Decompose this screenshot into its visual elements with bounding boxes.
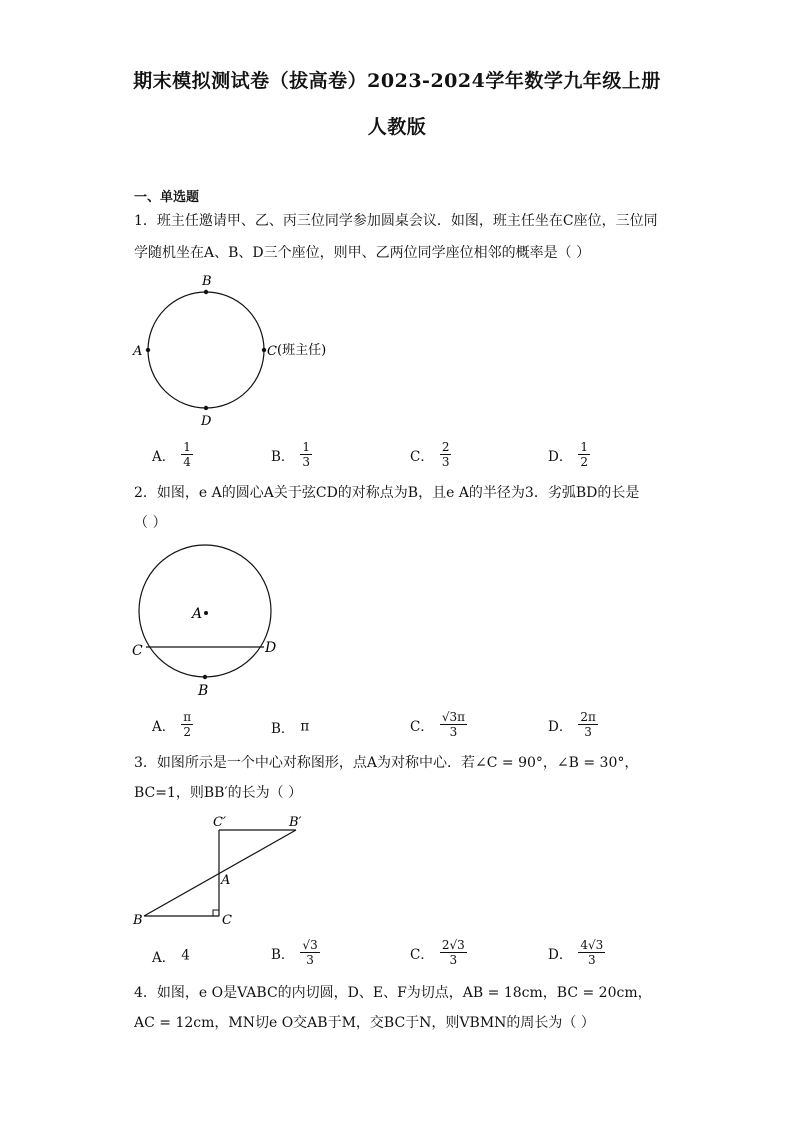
q1-label-c: C xyxy=(267,344,277,359)
q1-label-a: A xyxy=(133,344,143,359)
q1-option-a-num: 1 xyxy=(183,440,191,454)
q1-option-a-fraction xyxy=(181,440,193,469)
q3-symmetric-figure xyxy=(126,812,326,932)
q4-text-line1: 4．如图，e O是VABC的内切圆，D、E、F为切点，AB = 18cm，BC = 20cm， xyxy=(134,985,652,1001)
q2-option-d-fraction xyxy=(578,710,598,739)
q3-option-b-fraction xyxy=(300,938,319,967)
q3-option-d-den: 3 xyxy=(587,953,596,967)
q2-text-line2: （ ） xyxy=(134,515,167,531)
q1-option-d-label: D． xyxy=(548,448,573,465)
q2-label-b: B xyxy=(198,683,209,699)
q2-label-a: A xyxy=(192,606,203,622)
q1-option-b-num: 1 xyxy=(302,440,311,454)
q2-option-b-label: B． xyxy=(271,721,295,737)
q2-option-d-den: 3 xyxy=(584,725,592,739)
q1-option-c-fraction xyxy=(440,440,452,469)
q2-label-d: D xyxy=(265,640,277,656)
q2-option-a-den: 2 xyxy=(183,725,192,739)
q3-text-line2: BC=1，则BB′的长为（ ） xyxy=(134,785,303,801)
q2-option-a[interactable] xyxy=(152,710,193,739)
q1-option-c-label: C． xyxy=(410,448,434,465)
q2-option-a-num: π xyxy=(183,710,192,724)
q3-segment-b-bp xyxy=(144,830,296,916)
q1-point-d xyxy=(204,406,208,410)
q3-label-bp: B′ xyxy=(289,815,302,830)
q2-option-d[interactable] xyxy=(548,710,598,739)
q1-option-b[interactable] xyxy=(271,440,312,469)
q1-point-b xyxy=(204,290,208,294)
q2-circle xyxy=(139,545,271,677)
q2-option-d-label: D． xyxy=(548,718,573,735)
q1-option-c-num: 2 xyxy=(441,440,450,454)
q2-option-b[interactable] xyxy=(271,717,309,737)
q2-option-a-fraction xyxy=(181,710,193,739)
q1-text-line1: 1．班主任邀请甲、乙、丙三位同学参加圆桌会议．如图，班主任坐在C座位，三位同 xyxy=(134,213,658,229)
q3-label-a: A xyxy=(221,873,231,888)
q3-option-c[interactable] xyxy=(410,938,467,967)
q3-option-c-num: 2√3 xyxy=(441,938,465,952)
exam-title-line2: 人教版 xyxy=(367,116,427,138)
q2-option-c[interactable] xyxy=(410,710,467,739)
q1-option-c-den: 3 xyxy=(441,455,450,469)
q2-option-c-label: C． xyxy=(410,718,434,735)
q3-option-b-den: 3 xyxy=(306,953,314,967)
q1-label-b: B xyxy=(202,274,212,289)
q3-option-d-label: D． xyxy=(548,946,573,963)
q1-label-d: D xyxy=(201,414,212,429)
q3-option-c-fraction xyxy=(440,938,467,967)
q2-option-d-num: 2π xyxy=(580,710,596,724)
q3-option-b[interactable] xyxy=(271,938,320,967)
q3-label-c: C xyxy=(222,913,232,928)
q2-option-c-num: √3π xyxy=(441,710,466,724)
q1-text-line2: 学随机坐在A、B、D三个座位，则甲、乙两位同学座位相邻的概率是（ ） xyxy=(134,245,591,261)
q1-circle xyxy=(148,292,264,408)
q1-option-b-den: 3 xyxy=(302,455,311,469)
q3-option-a-label: A． xyxy=(152,950,176,966)
q3-option-a-value: 4 xyxy=(181,947,190,964)
q3-option-d-fraction xyxy=(578,938,605,967)
q1-option-a-label: A． xyxy=(152,448,176,465)
q2-option-a-label: A． xyxy=(152,718,176,735)
q3-text-line1: 3．如图所示是一个中心对称图形，点A为对称中心．若∠C = 90°，∠B = 30°， xyxy=(134,755,639,771)
q3-right-angle-mark xyxy=(213,910,219,916)
q1-option-b-label: B． xyxy=(271,448,295,465)
q3-option-a[interactable] xyxy=(152,946,190,966)
q2-option-b-value: π xyxy=(300,718,310,735)
q1-point-a xyxy=(146,348,150,352)
q1-option-b-fraction xyxy=(300,440,312,469)
q3-option-c-den: 3 xyxy=(449,953,458,967)
q3-option-c-label: C． xyxy=(410,946,434,963)
q1-option-d-den: 2 xyxy=(580,455,588,469)
q1-option-a[interactable] xyxy=(152,440,193,469)
q2-label-c: C xyxy=(132,643,143,659)
q3-label-cp: C′ xyxy=(213,815,226,830)
q3-option-b-num: √3 xyxy=(302,938,318,952)
q1-label-teacher: (班主任) xyxy=(277,343,327,358)
q3-option-b-label: B． xyxy=(271,946,295,963)
exam-title-line1: 期末模拟测试卷（拔高卷）2023-2024学年数学九年级上册 xyxy=(133,70,661,92)
q2-point-b xyxy=(203,675,207,679)
q1-option-d-fraction xyxy=(578,440,590,469)
q1-option-a-den: 4 xyxy=(183,455,191,469)
q3-option-d[interactable] xyxy=(548,938,605,967)
q1-option-c[interactable] xyxy=(410,440,451,469)
q1-option-d-num: 1 xyxy=(580,440,588,454)
q2-center-a xyxy=(204,611,208,615)
q2-text-line1: 2．如图，e A的圆心A关于弦CD的对称点为B，且e A的半径为3．劣弧BD的长是 xyxy=(134,485,640,501)
q1-circle-figure xyxy=(126,270,356,430)
section-heading: 一、单选题 xyxy=(134,190,200,205)
q3-label-b: B xyxy=(133,913,143,928)
q2-option-c-fraction xyxy=(440,710,467,739)
q1-option-d[interactable] xyxy=(548,440,590,469)
q2-option-c-den: 3 xyxy=(449,725,458,739)
q2-circle-figure xyxy=(126,540,296,700)
q4-text-line2: AC = 12cm，MN切e O交AB于M，交BC于N，则VBMN的周长为（ ） xyxy=(134,1015,595,1031)
q3-option-d-num: 4√3 xyxy=(580,938,604,952)
q1-point-c xyxy=(262,348,266,352)
